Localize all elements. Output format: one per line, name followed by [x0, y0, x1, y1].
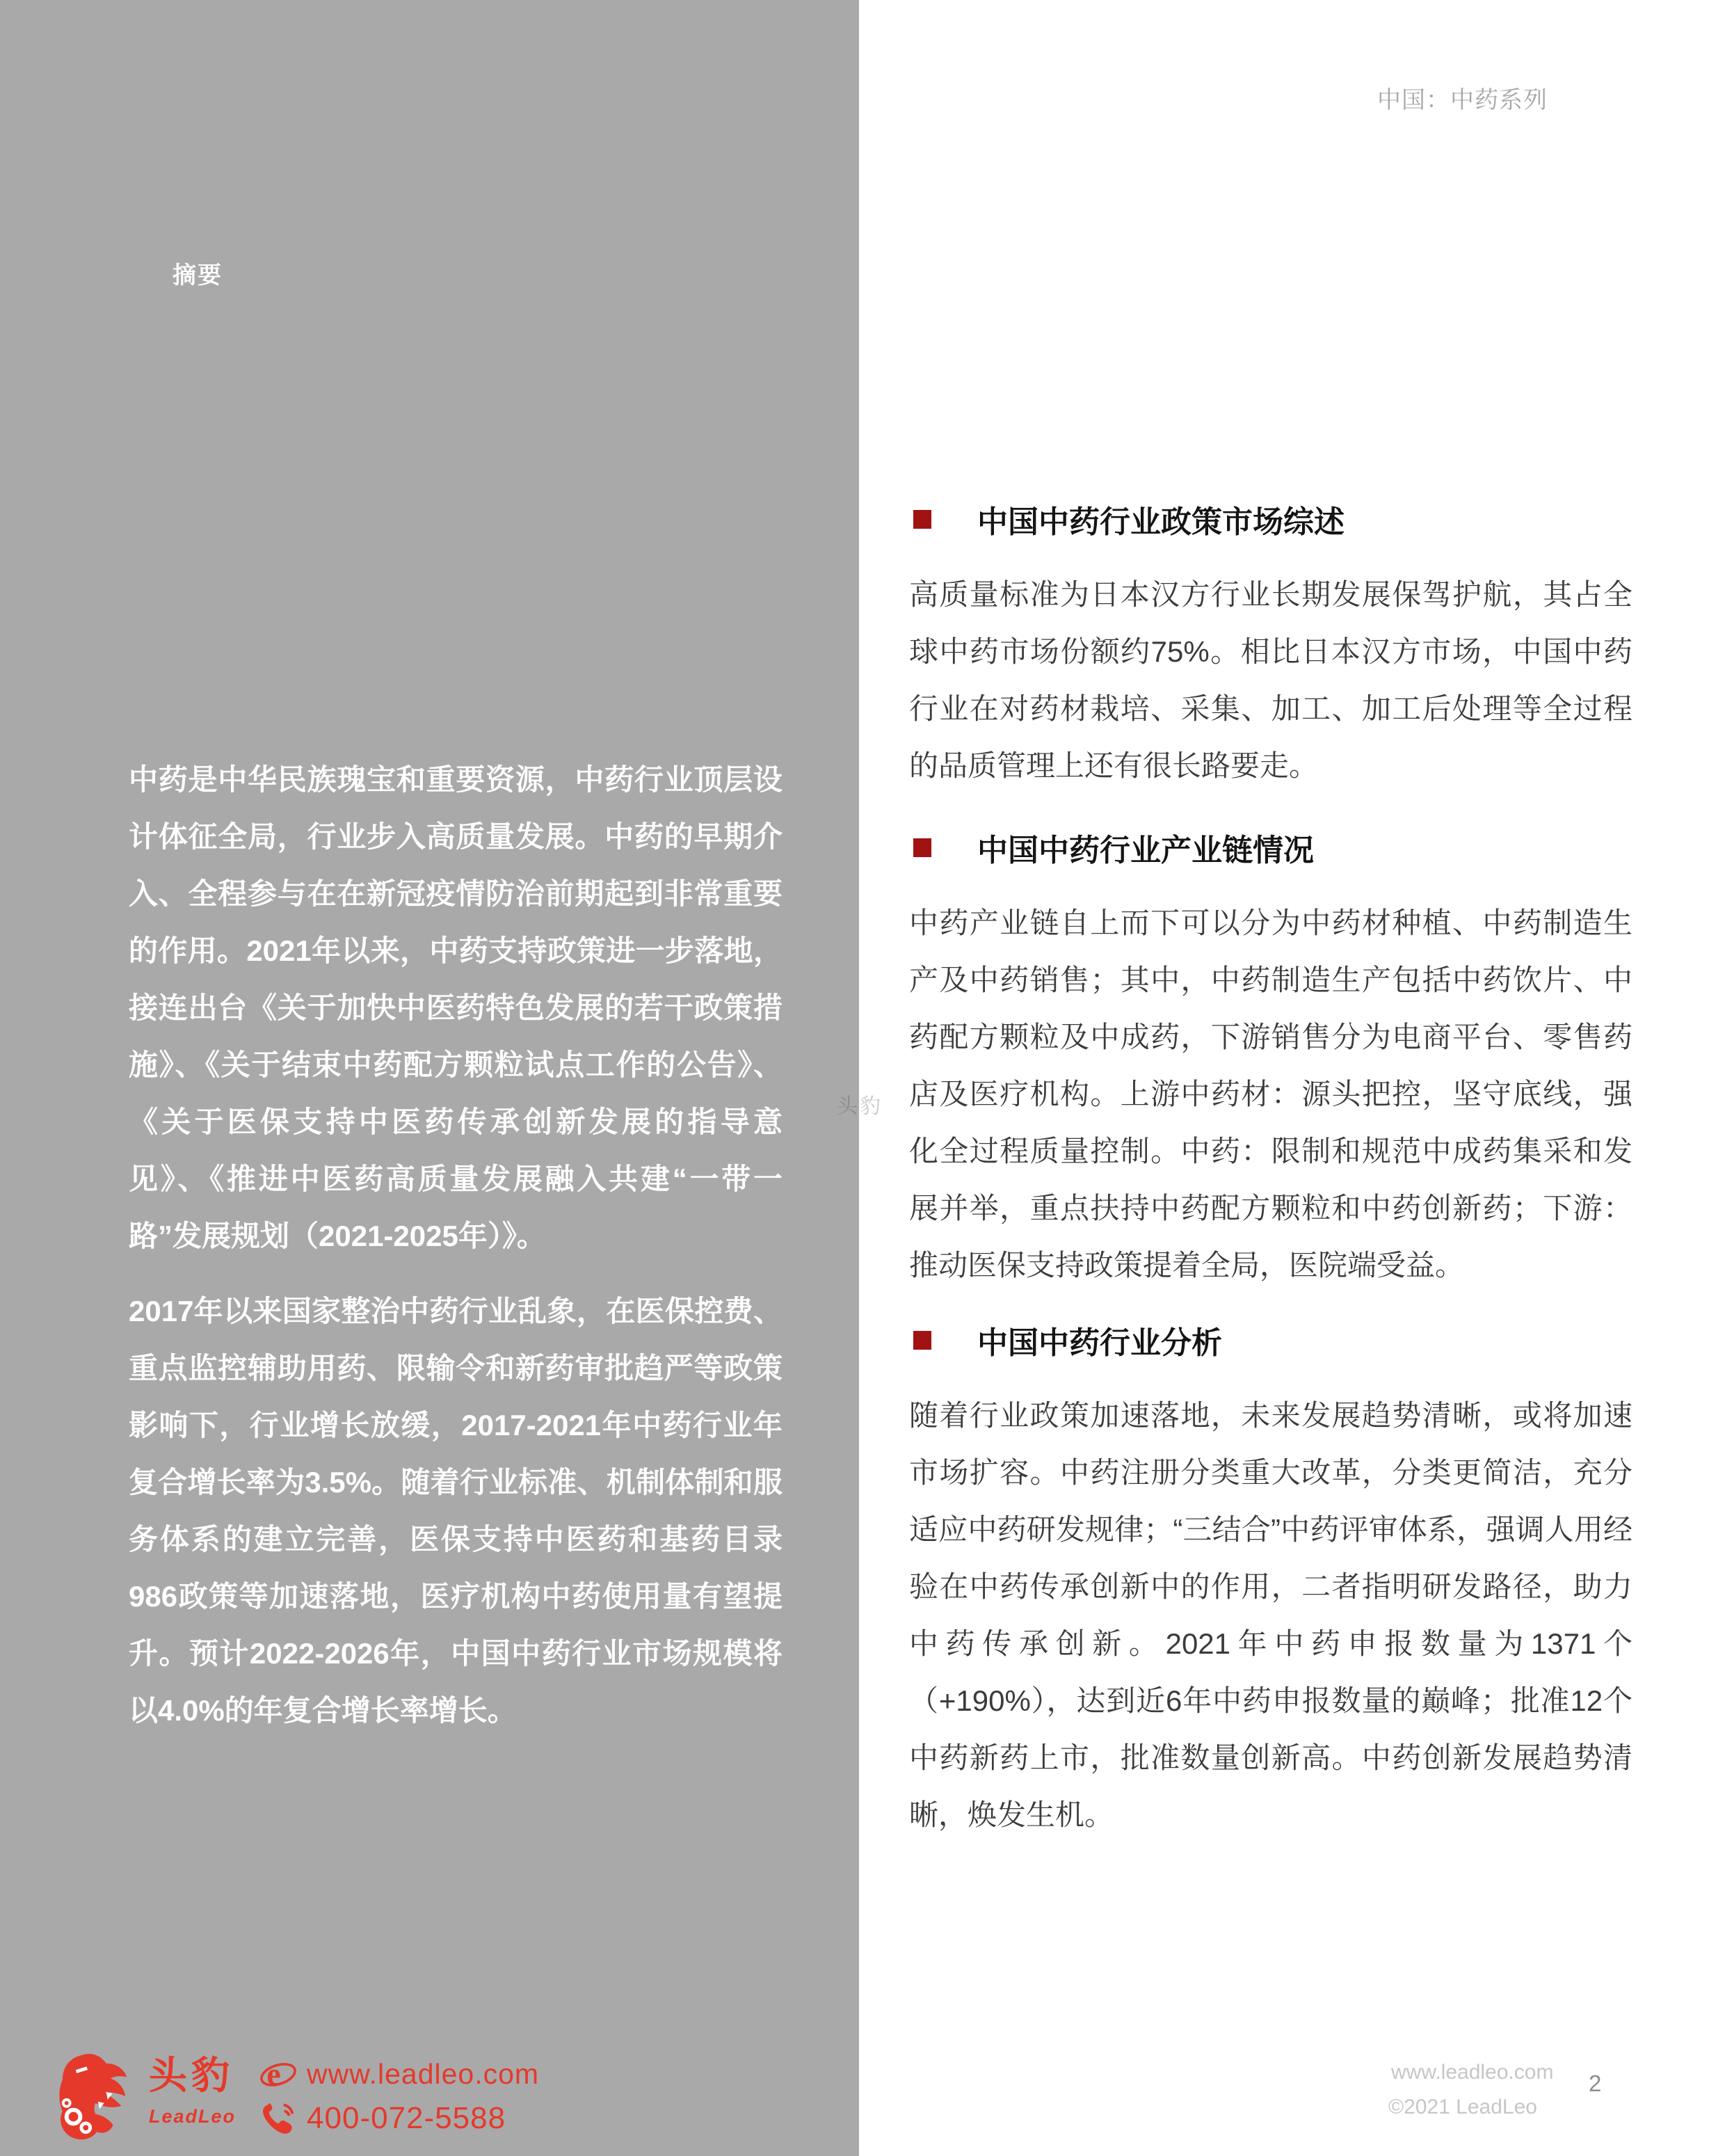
series-tag: 中国：中药系列 [1377, 87, 1548, 113]
section-body: 中药产业链自上而下可以分为中药材种植、中药制造生产及中药销售；其中，中药制造生产包括中药饮片、中药配方颗粒及中成药，下游销售分为电商平台、零售药店及医疗机构。上游中药材：源头把控，坚守底线，强化全过程质量控制。中药：限制和规范中成药集采和发展并举，重点扶持中药配方颗粒和中药创新药；下游：推动医保支持政策提着全局，医院端受益。 [909, 907, 1632, 1281]
footer-phone: 400-072-5588 [307, 2101, 506, 2135]
phone-row [259, 2100, 539, 2137]
section-heading [909, 828, 1632, 867]
abstract-label: 摘要 [172, 262, 223, 289]
watermark-text: 头 [837, 1095, 860, 1118]
abstract-paragraph: 2017年以来国家整治中药行业乱象，在医保控费、重点监控辅助用药、限输令和新药审批趋严等政策影响下，行业增长放缓，2017-2021年中药行业年复合增长率为3.5%。随着行业标准、机制体制和服务体系的建立完善，医保支持中医药和基药目录986政策等加速落地，医疗机构中药使用量有望提升。预计2022-2026年，中国中药行业市场规模将以4.0%的年复合增长率增长。 [129, 1295, 783, 1727]
abstract-paragraph: 中药是中华民族瑰宝和重要资源，中药行业顶层设计体征全局，行业步入高质量发展。中药的早期介入、全程参与在在新冠疫情防治前期起到非常重要的作用。2021年以来，中药支持政策进一步落地，接连出台《关于加快中医药特色发展的若干政策措施》、《关于结束中药配方颗粒试点工作的公告》、《关于医保支持中医药传承创新发展的指导意见》、《推进中医药高质量发展融入共建“一带一路”发展规划（2021-2025年）》。 [129, 763, 783, 1252]
logo-cn-text: 头豹 [149, 2054, 234, 2097]
footer-website: www.leadleo.com [307, 2057, 540, 2090]
footer-copyright: ©2021 LeadLeo [1388, 2095, 1537, 2118]
section-bullet-icon [913, 1331, 931, 1350]
logo-text-block [149, 2054, 236, 2127]
svg-text:e: e [266, 2056, 281, 2092]
abstract-panel [0, 0, 859, 2156]
section-title: 中国中药行业分析 [977, 1326, 1222, 1360]
section-title: 中国中药行业政策市场综述 [977, 505, 1345, 539]
footer-right-website: www.leadleo.com [1391, 2061, 1554, 2084]
section-industry-analysis [909, 1320, 1632, 1844]
section-body: 高质量标准为日本汉方行业长期发展保驾护航，其占全球中药市场份额约75%。相比日本汉方市场，中国中药行业在对药材栽培、采集、加工、加工后处理等全过程的品质管理上还有很长路要走。 [909, 578, 1632, 782]
section-bullet-icon [913, 838, 931, 857]
contact-block [259, 2055, 539, 2137]
page-number: 2 [1589, 2070, 1602, 2096]
section-heading [909, 500, 1632, 538]
leadleo-leopard-logo-icon [56, 2051, 138, 2147]
logo-en-text: LeadLeo [149, 2106, 236, 2127]
section-body: 随着行业政策加速落地，未来发展趋势清晰，或将加速市场扩容。中药注册分类重大改革，分类更简洁，充分适应中药研发规律；“三结合”中药评审体系，强调人用经验在中药传承创新中的作用，二者指明研发路径，助力中药传承创新。2021年中药申报数量为1371个（+190%），达到近6年中药申报数量的巅峰；批准12个中药新药上市，批准数量创新高。中药创新发展趋势清晰，焕发生机。 [909, 1399, 1632, 1831]
abstract-body [129, 751, 783, 1739]
section-policy-overview [909, 500, 1632, 794]
section-heading [909, 1320, 1632, 1359]
ie-browser-icon [259, 2055, 297, 2093]
section-industry-chain [909, 828, 1632, 1294]
footer-brand-block [56, 2051, 539, 2147]
section-bullet-icon [913, 510, 931, 529]
phone-icon [259, 2100, 297, 2137]
section-title: 中国中药行业产业链情况 [977, 833, 1314, 868]
website-row [259, 2055, 539, 2093]
watermark-text: 豹 [860, 1095, 883, 1118]
